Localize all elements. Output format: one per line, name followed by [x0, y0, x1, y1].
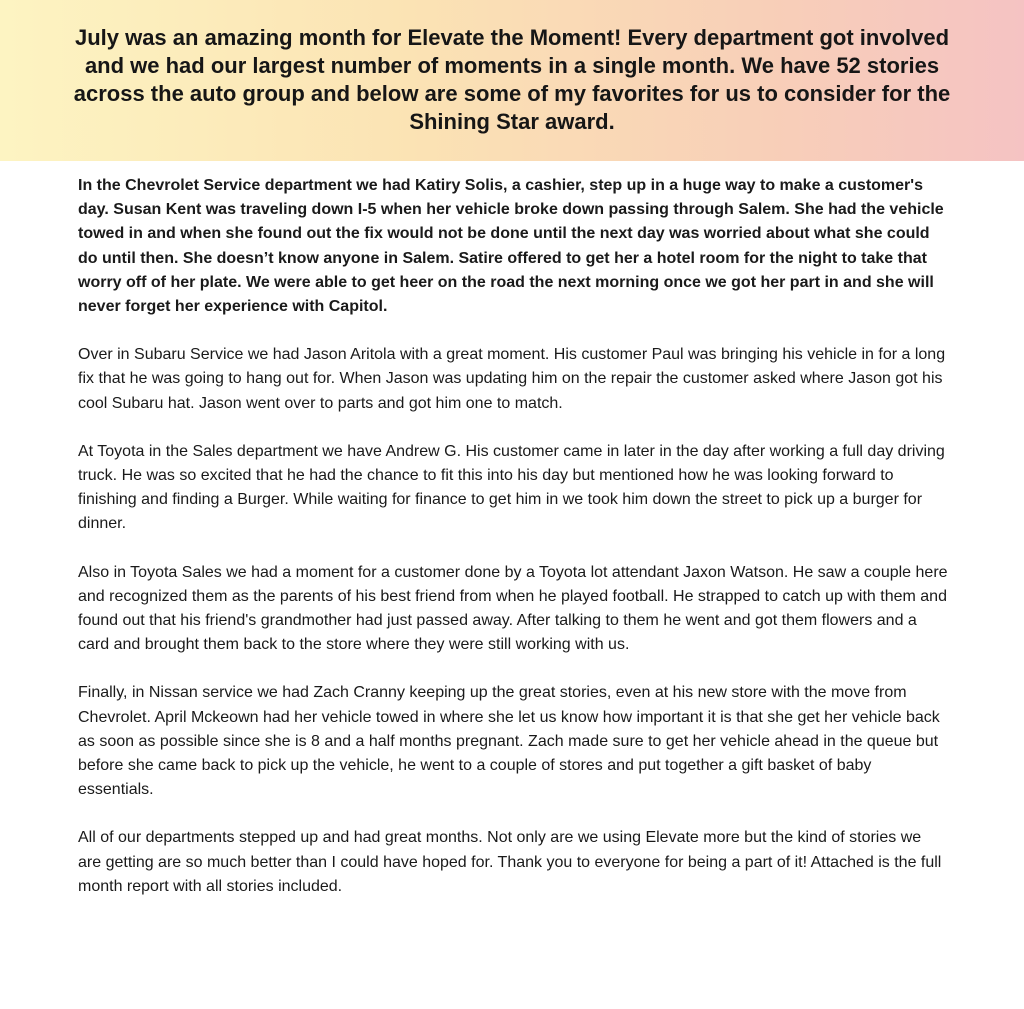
story-toyota-sales-jaxon: Also in Toyota Sales we had a moment for a customer done by a Toyota lot attendant Jaxon Watson. He saw a couple here and recognized them as the parents of his best friend from when he played football. He strapped to catch up with them and found out that his friend's grandmother had just passed away. After talking to them he went and got them flowers and a card and brought them back to the store where they were still working with us. [78, 563, 948, 654]
story-body [78, 174, 948, 923]
header-banner [0, 0, 1024, 161]
story-toyota-sales-andrew: At Toyota in the Sales department we have Andrew G. His customer came in later in the day after working a full day driving truck. He was so excited that he had the chance to fit this into his day but mentioned how he was looking forward to finishing and finding a Burger. While waiting for finance to get him in we took him down the street to pick up a burger for dinner. [78, 442, 945, 533]
closing-paragraph: All of our departments stepped up and had great months. Not only are we using Elevate more but the kind of stories we are getting are so much better than I could have hoped for. Thank you to everyone for being a part of it! Attached is the full month report with all stories included. [78, 829, 942, 895]
story-chevrolet-service: In the Chevrolet Service department we had Katiry Solis, a cashier, step up in a huge way to make a customer's day. Susan Kent was traveling down I-5 when her vehicle broke down passing through Salem. She had the vehicle towed in and when she found out the fix would not be done until the next day was worried about what she could do until then. She doesn’t know anyone in Salem. Satire offered to get her a hotel room for the night to take that worry off of her plate. We were able to get heer on the road the next morning once we got her part in and she will never forget her experience with Capitol. [78, 177, 944, 316]
header-text: July was an amazing month for Elevate the Moment! Every department got involved and we had our largest number of moments in a single month. We have 52 stories across the auto group and below are some of my favorites for us to consider for the Shining Star award. [73, 25, 951, 134]
story-nissan-service: Finally, in Nissan service we had Zach Cranny keeping up the great stories, even at his new store with the move from Chevrolet. April Mckeown had her vehicle towed in where she let us know how important it is that she get her vehicle back as soon as possible since she is 8 and a half months pregnant. Zach made sure to get her vehicle ahead in the queue but before she came back to pick up the vehicle, he went to a couple of stores and put together a gift basket of baby essentials. [78, 684, 940, 799]
story-subaru-service: Over in Subaru Service we had Jason Aritola with a great moment. His customer Paul was bringing his vehicle in for a long fix that he was going to hang out for. When Jason was updating him on the repair the customer asked where Jason got his cool Subaru hat. Jason went over to parts and got him one to match. [78, 346, 946, 412]
